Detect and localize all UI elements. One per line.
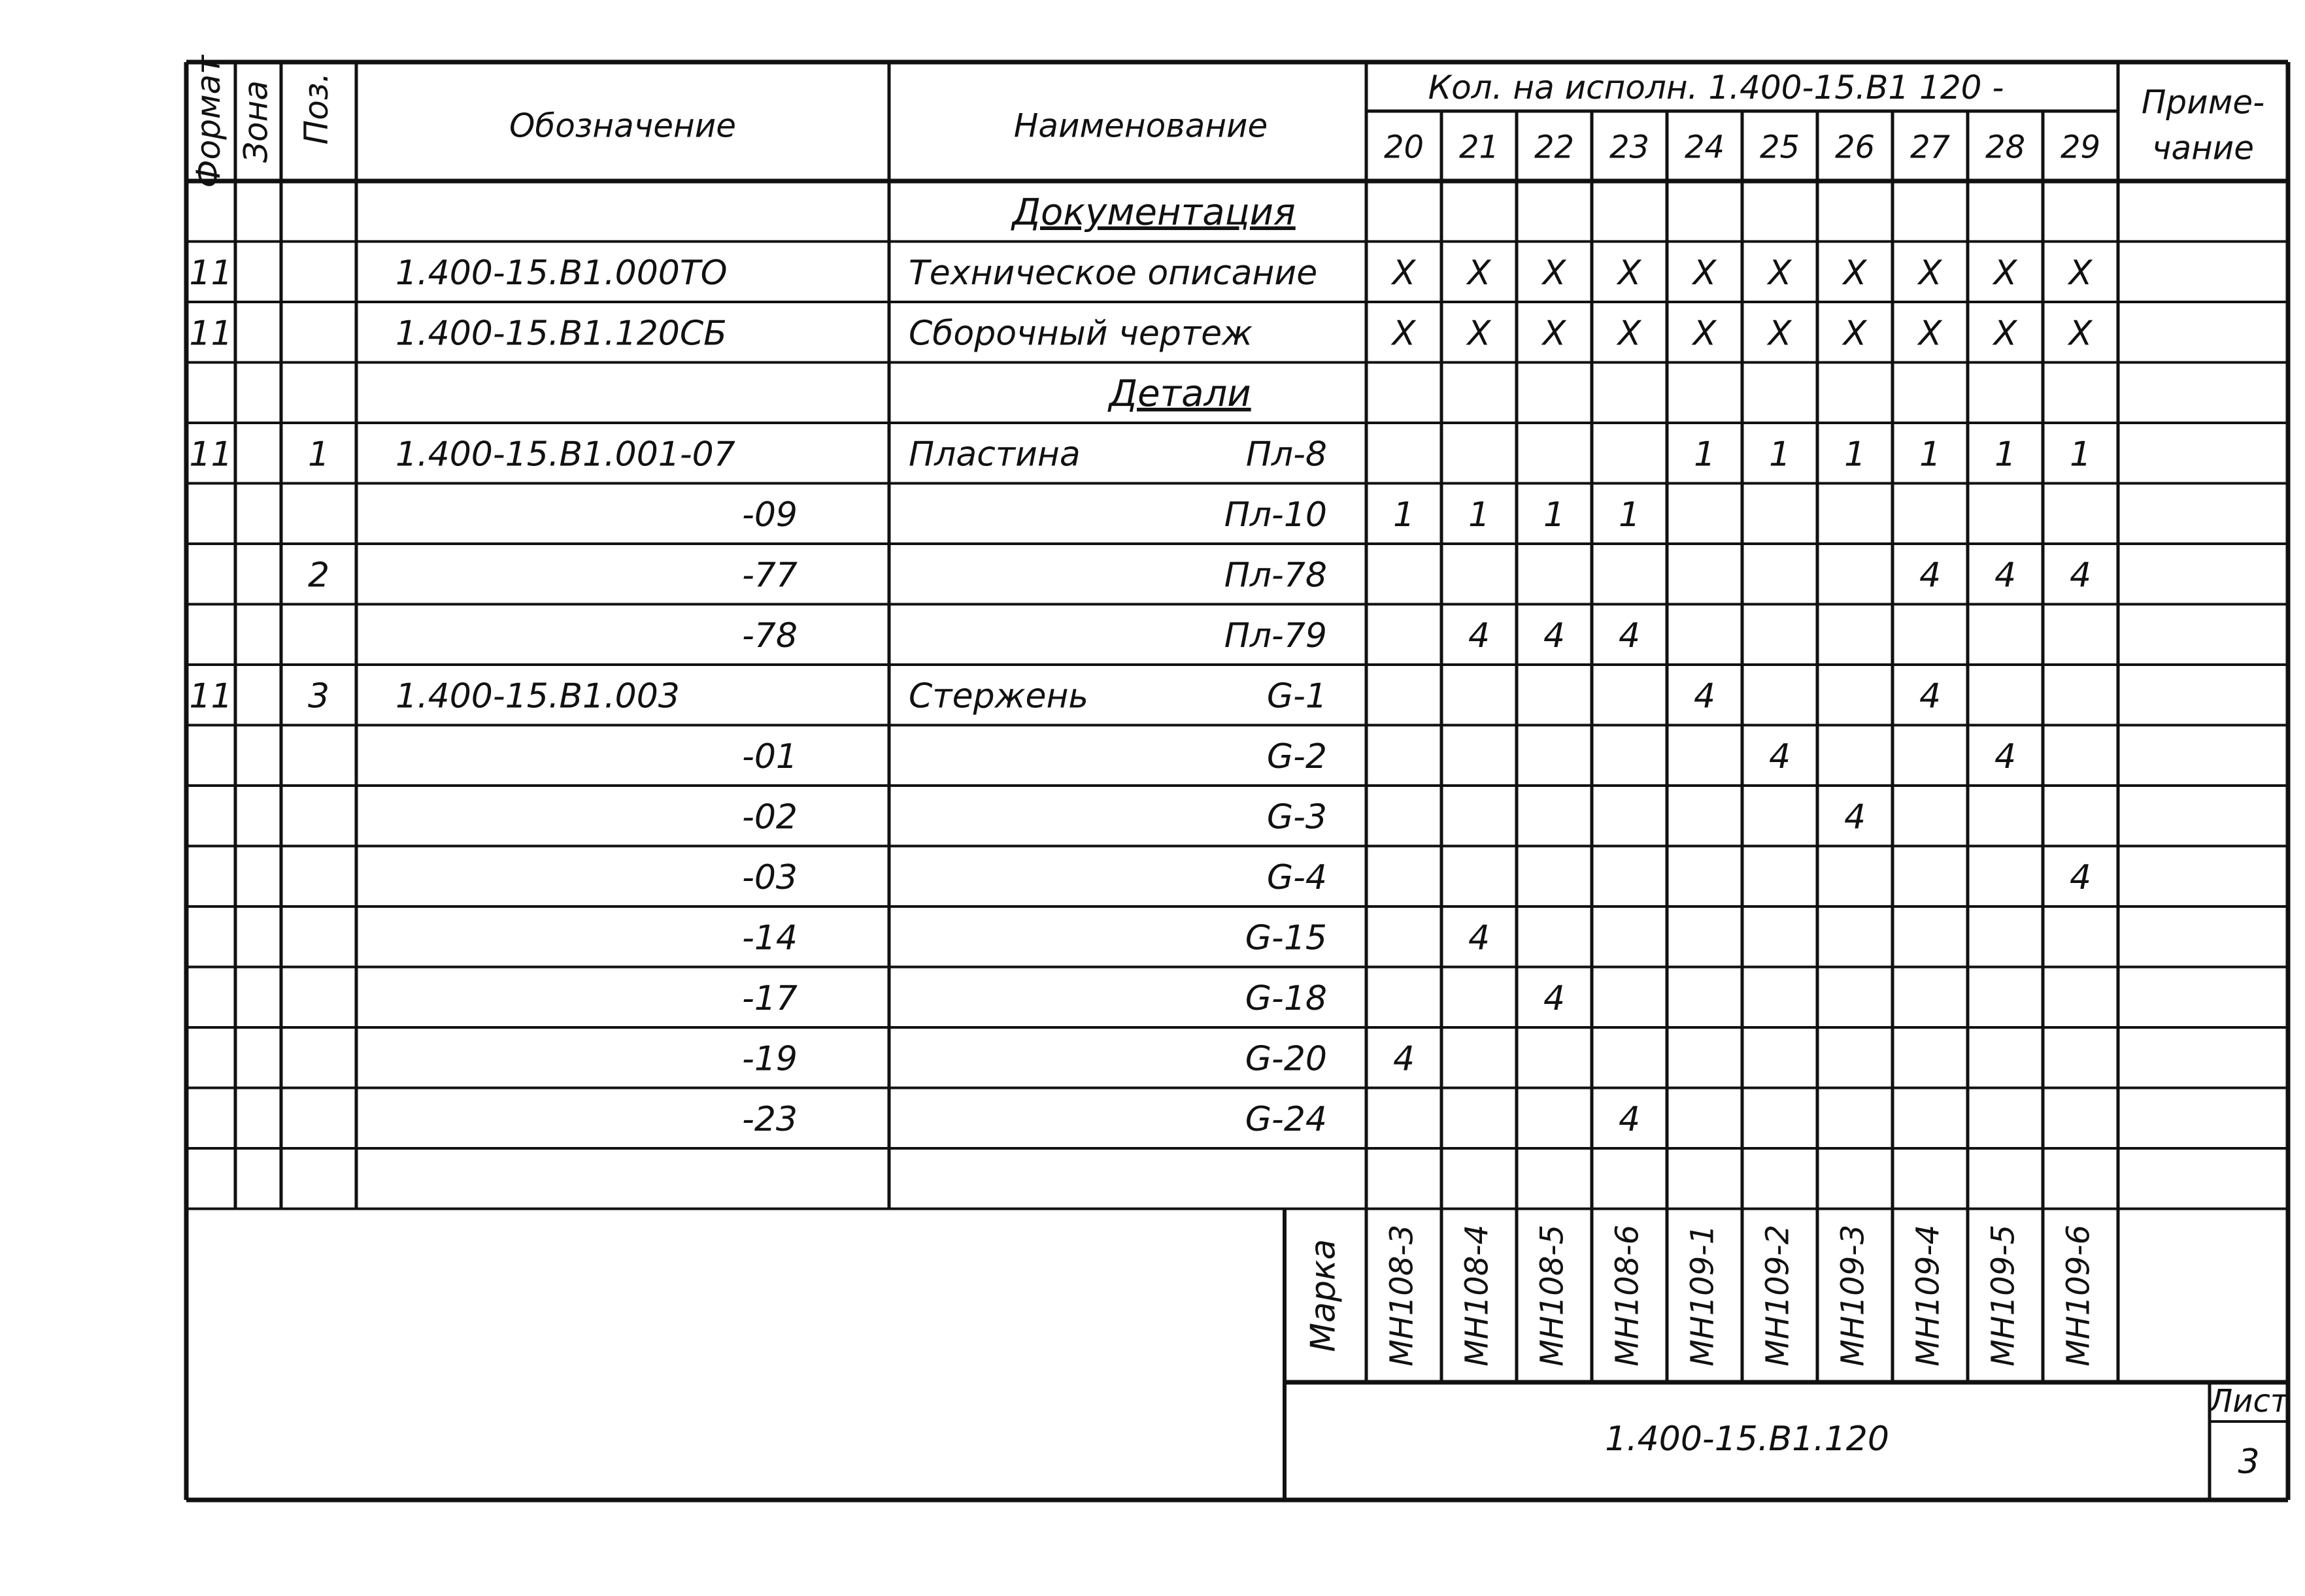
qty-cell: X [1768, 314, 1792, 354]
exec-col-25: 25 [1759, 129, 1800, 166]
sheet-label: Лист [2209, 1383, 2289, 1420]
qty-cell: X [2068, 314, 2093, 354]
row-mark: Пл-8 [1245, 435, 1327, 474]
qty-cell: X [1692, 253, 1717, 293]
exec-col-27: 27 [1910, 129, 1951, 166]
row-name: Техническое описание [909, 253, 1318, 293]
qty-cell: 4 [1618, 1099, 1641, 1139]
qty-cell: 1 [1618, 495, 1641, 535]
row-format: 11 [189, 253, 233, 293]
qty-cell: 4 [1994, 556, 2017, 595]
mark-МН108-6: МН108-6 [1609, 1224, 1646, 1367]
document-number: 1.400-15.В1.120 [1605, 1420, 1889, 1459]
row-mark: G-15 [1245, 918, 1327, 958]
row-mark: G-24 [1245, 1099, 1327, 1139]
qty-cell: X [1993, 253, 2017, 293]
row-mark: G-4 [1266, 857, 1327, 897]
qty-cell: 4 [1843, 797, 1866, 837]
qty-cell: X [1467, 253, 1491, 293]
qty-cell: 1 [1693, 435, 1716, 474]
row-designation: -77 [742, 556, 798, 595]
row-designation: -09 [742, 495, 798, 535]
row-mark: Пл-78 [1224, 556, 1327, 595]
note-header-line2: чание [2151, 129, 2255, 167]
qty-cell: 1 [1543, 495, 1566, 535]
designation-header: Обозначение [509, 107, 736, 145]
mark-МН109-5: МН109-5 [1985, 1224, 2022, 1367]
qty-cell: X [1617, 253, 1641, 293]
qty-cell: 4 [1543, 616, 1566, 656]
qty-cell: 1 [1994, 435, 2017, 474]
section-documentation: Документация [1012, 191, 1296, 234]
row-designation: -19 [742, 1039, 798, 1079]
row-designation: -03 [742, 857, 798, 897]
exec-col-22: 22 [1534, 129, 1575, 166]
qty-cell: X [1918, 253, 1942, 293]
table-text [189, 54, 2289, 1482]
qty-cell: 1 [1768, 435, 1791, 474]
qty-cell: X [1843, 314, 1867, 354]
qty-cell: 1 [1392, 495, 1415, 535]
qty-cell: 1 [2069, 435, 2092, 474]
qty-cell: 4 [1768, 737, 1791, 776]
qty-cell: 4 [1543, 978, 1566, 1018]
row-format: 11 [189, 435, 233, 474]
row-format: 11 [189, 314, 233, 354]
row-mark: G-20 [1245, 1039, 1327, 1079]
qty-cell: X [1843, 253, 1867, 293]
qty-cell: X [1467, 314, 1491, 354]
row-designation: 1.400-15.В1.000ТО [395, 253, 728, 293]
row-mark: Пл-79 [1224, 616, 1327, 656]
qty-cell: X [1617, 314, 1641, 354]
row-mark: G-1 [1266, 676, 1327, 716]
row-mark: G-18 [1245, 978, 1327, 1018]
qty-cell: X [1392, 253, 1416, 293]
row-mark: G-2 [1266, 737, 1327, 776]
section-details: Детали [1109, 372, 1251, 415]
row-pos: 3 [307, 676, 330, 716]
row-mark: Пл-10 [1224, 495, 1327, 535]
qty-cell: 4 [1618, 616, 1641, 656]
row-pos: 2 [307, 556, 330, 595]
qty-cell: 1 [1468, 495, 1490, 535]
exec-col-28: 28 [1985, 129, 2026, 166]
mark-МН109-1: МН109-1 [1684, 1224, 1721, 1367]
pos-header: Поз. [297, 72, 335, 145]
zone-header: Зона [237, 80, 275, 163]
qty-cell: 4 [2069, 556, 2092, 595]
qty-cell: X [1542, 314, 1566, 354]
row-format: 11 [189, 676, 233, 716]
exec-col-26: 26 [1834, 129, 1876, 166]
row-designation: -01 [742, 737, 798, 776]
qty-cell: X [1542, 253, 1566, 293]
row-designation: 1.400-15.В1.001-07 [395, 435, 735, 474]
qty-cell: X [1918, 314, 1942, 354]
qty-cell: 1 [1843, 435, 1866, 474]
qty-cell: 4 [1468, 918, 1490, 958]
mark-МН108-4: МН108-4 [1458, 1224, 1496, 1367]
row-designation: 1.400-15.В1.120СБ [395, 314, 727, 354]
row-designation: -17 [742, 978, 798, 1018]
exec-col-24: 24 [1684, 129, 1725, 166]
row-pos: 1 [307, 435, 330, 474]
row-designation: -78 [742, 616, 798, 656]
qty-cell: X [1692, 314, 1717, 354]
exec-col-29: 29 [2060, 129, 2101, 166]
qty-cell: X [2068, 253, 2093, 293]
row-designation: 1.400-15.В1.003 [395, 676, 680, 716]
qty-cell: 4 [1468, 616, 1490, 656]
sheet-number: 3 [2238, 1442, 2260, 1482]
qty-cell: 4 [1693, 676, 1716, 716]
exec-col-23: 23 [1609, 129, 1650, 166]
row-mark: G-3 [1266, 797, 1327, 837]
qty-cell: 1 [1919, 435, 1942, 474]
row-name: Пластина [909, 435, 1081, 474]
qty-cell: X [1768, 253, 1792, 293]
qty-header: Кол. на исполн. 1.400-15.В1 120 - [1428, 69, 2004, 107]
marks-label: Марка [1304, 1239, 1343, 1352]
row-designation: -02 [742, 797, 798, 837]
qty-cell: 4 [2069, 857, 2092, 897]
qty-cell: X [1392, 314, 1416, 354]
note-header-line1: Приме- [2141, 83, 2265, 122]
row-designation: -23 [742, 1099, 798, 1139]
mark-МН108-5: МН108-5 [1534, 1224, 1571, 1367]
qty-cell: 4 [1392, 1039, 1415, 1079]
qty-cell: 4 [1919, 556, 1942, 595]
exec-col-21: 21 [1458, 129, 1500, 166]
mark-МН109-3: МН109-3 [1834, 1224, 1872, 1367]
qty-cell: 4 [1919, 676, 1942, 716]
qty-cell: X [1993, 314, 2017, 354]
mark-МН109-4: МН109-4 [1910, 1224, 1947, 1367]
format-header: Формат [190, 55, 227, 188]
mark-МН109-2: МН109-2 [1759, 1224, 1796, 1367]
qty-cell: 4 [1994, 737, 2017, 776]
row-name: Стержень [909, 676, 1089, 716]
mark-МН108-3: МН108-3 [1383, 1224, 1421, 1367]
exec-col-20: 20 [1383, 129, 1424, 166]
row-name: Сборочный чертеж [909, 314, 1253, 354]
name-header: Наименование [1013, 107, 1268, 145]
row-designation: -14 [742, 918, 798, 958]
mark-МН109-6: МН109-6 [2060, 1224, 2097, 1367]
